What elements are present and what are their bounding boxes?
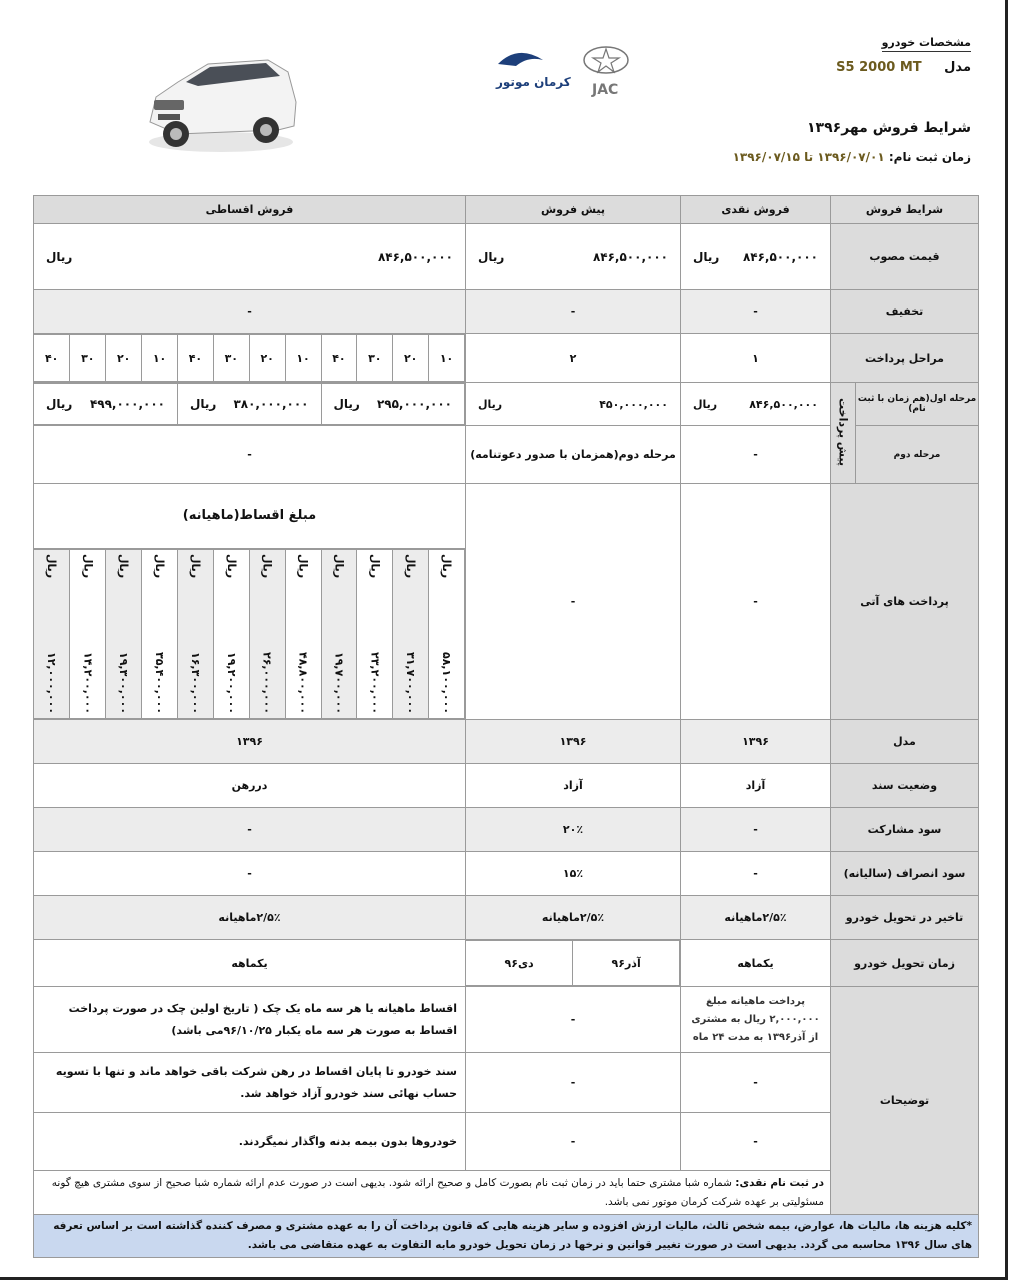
future-cash: - <box>681 484 831 720</box>
row-label-delivery: زمان تحویل خودرو <box>831 940 979 987</box>
notes-cash-2: - <box>681 1053 831 1113</box>
row-label-delay: تاخیر در تحویل خودرو <box>831 896 979 940</box>
cancel-cash: - <box>681 852 831 896</box>
spec-title: مشخصات خودرو <box>882 36 971 52</box>
notes-installment-1: اقساط ماهیانه یا هر سه ماه یک چک ( تاریخ اولین چک در صورت پرداخت اقساط به صورت هر سه ماه یکبار ۹۶/۱۰/۲۵می باشد) <box>34 987 466 1053</box>
cash-registration-note: در ثبت نام نقدی: شماره شبا مشتری حتما باید در زمان ثبت نام بصورت کامل و صحیح ارائه شود. بدیهی است در صورت عدم ارائه شماره شبا صحیح از سوی مشتری هیچ گونه مسئولیتی بر عهده شرکت کرمان موتور نمی باشد. <box>34 1171 831 1215</box>
cost-note: *کلیه هزینه ها، مالیات ها، عوارض، بیمه شخص ثالث، مالیات ارزش افزوده و سایر هزینه هایی که قانون پرداخت آن را به عهده مشتری و مصرف کننده گذاشته است بر اساس تعرفه های سال ۱۳۹۶ محاسبه می گردد. بدیهی است در صورت تغییر قوانین و نرخها در زمان تحویل خودرو مابه التفاوت به عهده متقاضی می باشد. <box>34 1215 979 1258</box>
row-label-model: مدل <box>831 720 979 764</box>
notes-presale-2: - <box>466 1053 681 1113</box>
notes-cash-1: پرداخت ماهیانه مبلغ ۲,۰۰۰,۰۰۰ ریال به مشتری از آذر۱۳۹۶ به مدت ۲۴ ماه <box>681 987 831 1053</box>
model-line <box>836 60 971 75</box>
model-label: مدل <box>944 60 971 75</box>
row-label-price: قیمت مصوب <box>831 224 979 290</box>
model-presale: ۱۳۹۶ <box>466 720 681 764</box>
col-presale: پیش فروش <box>466 196 681 224</box>
row-label-stages: مراحل پرداخت <box>831 334 979 383</box>
profit-cash: - <box>681 808 831 852</box>
notes-presale-3: - <box>466 1113 681 1171</box>
jac-logo-text: JAC <box>592 82 619 98</box>
row-label-cancel: سود انصراف (سالیانه) <box>831 852 979 896</box>
price-presale: ۸۴۶,۵۰۰,۰۰۰ ریال <box>466 224 681 290</box>
notes-installment-3: خودروها بدون بیمه بدنه واگذار نمیگردند. <box>34 1113 466 1171</box>
stages-installment: ۱۰ ۲۰ ۳۰ ۴۰ ۱۰ ۲۰ ۳۰ ۴۰ ۱۰ ۲۰ ۳۰ ۴۰ <box>34 334 466 383</box>
notes-installment-2: سند خودرو تا پایان اقساط در رهن شرکت باقی خواهد ماند و تنها با تسویه حساب نهائی سند خودرو آزاد خواهد شد. <box>34 1053 466 1113</box>
doc-presale: آزاد <box>466 764 681 808</box>
col-conditions: شرایط فروش <box>831 196 979 224</box>
profit-installment: - <box>34 808 466 852</box>
stage2-cash: - <box>681 426 831 484</box>
registration-time <box>733 150 971 164</box>
model-cash: ۱۳۹۶ <box>681 720 831 764</box>
model-value: S5 2000 MT <box>836 60 922 75</box>
stages-cash: ۱ <box>681 334 831 383</box>
delay-presale: ۲/۵٪ماهیانه <box>466 896 681 940</box>
col-installment: فروش اقساطی <box>34 196 466 224</box>
row-label-discount: تخفیف <box>831 290 979 334</box>
price-cash: ۸۴۶,۵۰۰,۰۰۰ ریال <box>681 224 831 290</box>
future-installment: مبلغ اقساط(ماهیانه) ریال ۵۸,۱۰۰,۰۰۰ ریال ۳۱,۷۰۰,۰۰۰ ریال ۲۳,۲۰۰,۰۰۰ ریال ۱۹,۷۰۰,۰۰۰ ریال ۴۸,۸۰۰,۰۰۰ ریال ۲۶,۰۰۰,۰۰۰ ریال ۱۹,۲۰۰,۰۰۰ ریال ۱۶,۳۰۰,۰۰۰ ریال ۳۵,۴۰۰,۰۰۰ ریال ۱۹,۳۰۰,۰۰۰ ریال ۱۴,۲۰۰,۰۰۰ ریال ۱۲,۰۰۰,۰۰۰ <box>34 484 466 720</box>
delay-cash: ۲/۵٪ماهیانه <box>681 896 831 940</box>
stage1-installment: ۲۹۵,۰۰۰,۰۰۰ ریال ۳۸۰,۰۰۰,۰۰۰ ریال ۴۹۹,۰۰۰,۰۰۰ ریال <box>34 383 466 426</box>
row-label-stage1: مرحله اول(هم زمان با ثبت نام) <box>856 383 979 426</box>
stage2-installment: - <box>34 426 466 484</box>
brand-logos <box>488 42 648 100</box>
row-label-doc: وضعیت سند <box>831 764 979 808</box>
notes-cash-3: - <box>681 1113 831 1171</box>
sale-title: شرایط فروش مهر۱۳۹۶ <box>807 120 971 136</box>
stage1-presale: ۴۵۰,۰۰۰,۰۰۰ ریال <box>466 383 681 426</box>
reg-dates: ۱۳۹۶/۰۷/۰۱ تا ۱۳۹۶/۰۷/۱۵ <box>732 150 885 164</box>
doc-installment: دررهن <box>34 764 466 808</box>
col-cash: فروش نقدی <box>681 196 831 224</box>
stage1-cash: ۸۴۶,۵۰۰,۰۰۰ ریال <box>681 383 831 426</box>
row-label-notes: توضیحات <box>831 987 979 1215</box>
kerman-motor-logo-text: کرمان موتور <box>496 75 571 89</box>
kerman-motor-logo-icon <box>498 53 543 66</box>
model-installment: ۱۳۹۶ <box>34 720 466 764</box>
cancel-presale: ۱۵٪ <box>466 852 681 896</box>
cancel-installment: - <box>34 852 466 896</box>
notes-presale-1: - <box>466 987 681 1053</box>
stages-presale: ۲ <box>466 334 681 383</box>
delivery-installment: یکماهه <box>34 940 466 987</box>
car-image <box>138 42 304 160</box>
delivery-cash: یکماهه <box>681 940 831 987</box>
discount-presale: - <box>466 290 681 334</box>
row-label-future: پرداخت های آتی <box>831 484 979 720</box>
installment-title: مبلغ اقساط(ماهیانه) <box>34 484 465 549</box>
price-installment: ۸۴۶,۵۰۰,۰۰۰ ریال <box>34 224 466 290</box>
row-label-profit: سود مشارکت <box>831 808 979 852</box>
sales-conditions-table <box>33 195 979 1258</box>
reg-label: زمان ثبت نام: <box>888 150 971 164</box>
future-presale: - <box>466 484 681 720</box>
stage2-presale: مرحله دوم(همزمان با صدور دعوتنامه) <box>466 426 681 484</box>
delivery-presale: آذر۹۶ دی۹۶ <box>466 940 681 987</box>
jac-star-icon <box>584 47 628 73</box>
row-label-stage2: مرحله دوم <box>856 426 979 484</box>
profit-presale: ۲۰٪ <box>466 808 681 852</box>
delay-installment: ۲/۵٪ماهیانه <box>34 896 466 940</box>
prepay-group-label: پیش پرداخت <box>831 383 856 484</box>
discount-cash: - <box>681 290 831 334</box>
doc-cash: آزاد <box>681 764 831 808</box>
discount-installment: - <box>34 290 466 334</box>
